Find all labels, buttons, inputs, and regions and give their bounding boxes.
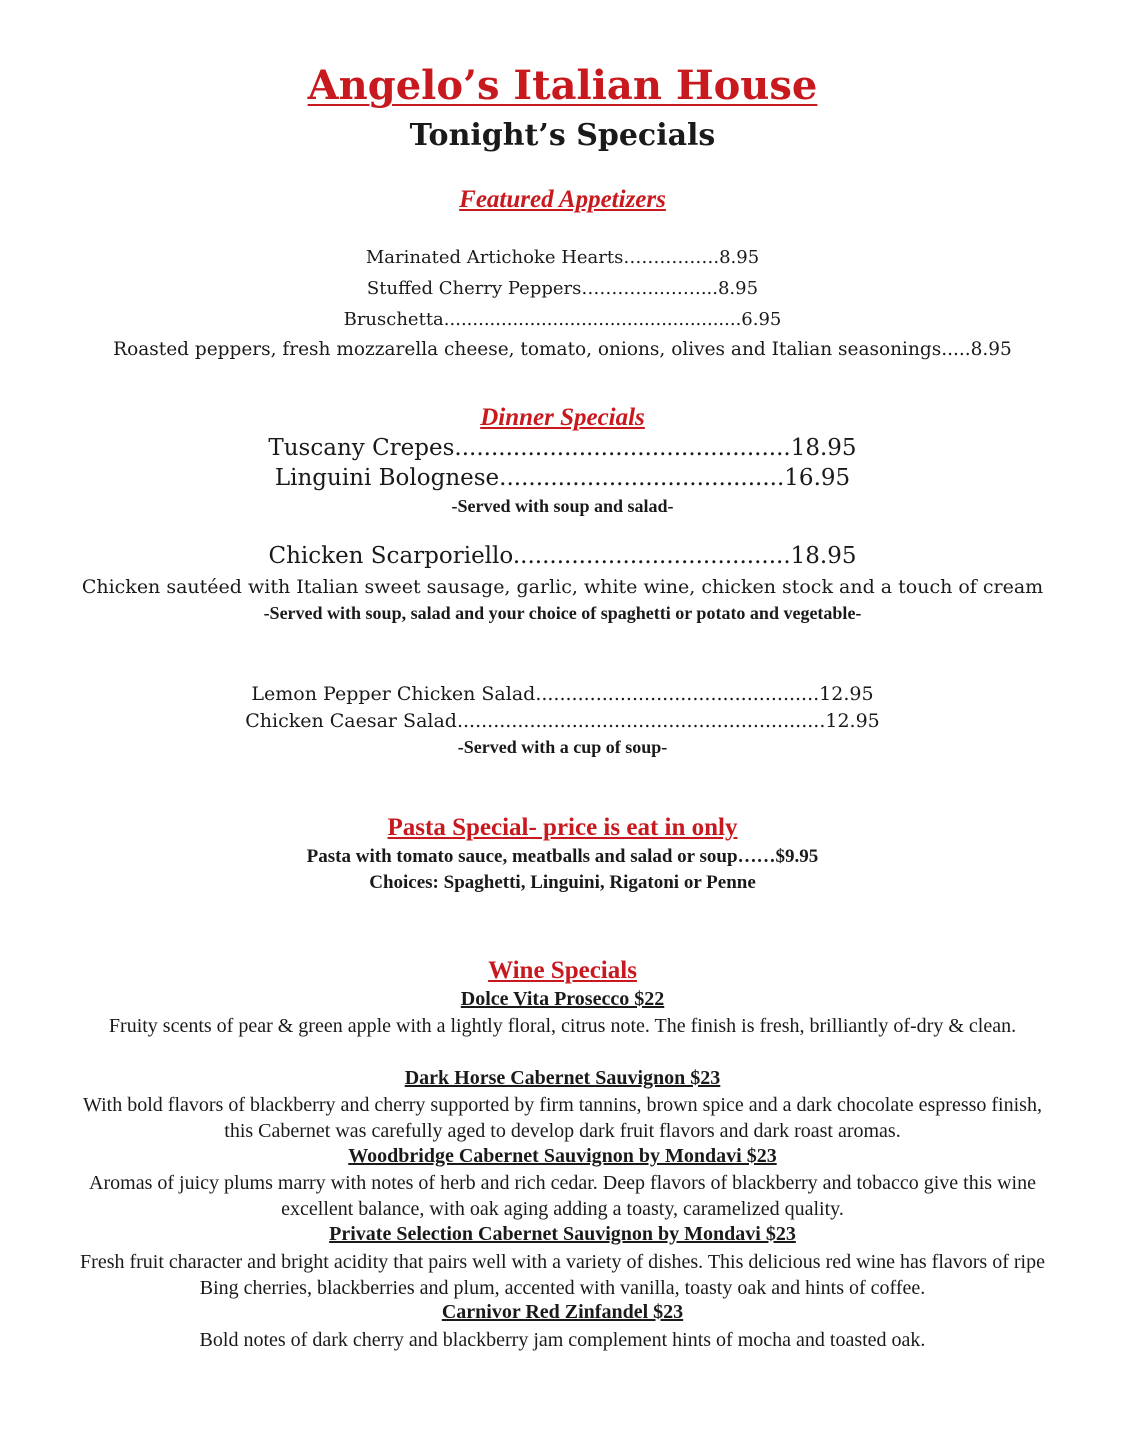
wine-name: Private Selection Cabernet Sauvignon by Mondavi $23 bbox=[329, 1223, 796, 1245]
page-subtitle: Tonight’s Specials bbox=[409, 118, 716, 153]
pasta-heading-note: - price is eat in only bbox=[528, 814, 738, 841]
wine-name: Carnivor Red Zinfandel $23 bbox=[441, 1301, 684, 1323]
appetizer-item: Roasted peppers, fresh mozzarella cheese, tomato, onions, olives and Italian seasonings.....8.95 bbox=[113, 339, 1012, 360]
salad-item: Chicken Caesar Salad.............................................................12.95 bbox=[245, 710, 880, 732]
pasta-heading bbox=[0, 814, 1125, 842]
dinner-heading: Dinner Specials bbox=[480, 404, 645, 431]
wine-description: Fruity scents of pear & green apple with a lightly floral, citrus note. The finish is fresh, brilliantly of-dry & clean. bbox=[108, 1015, 1017, 1037]
pasta-heading-main: Pasta Special bbox=[387, 814, 529, 841]
wine-name: Dark Horse Cabernet Sauvignon $23 bbox=[404, 1067, 721, 1089]
wine-description: Aromas of juicy plums marry with notes of herb and rich cedar. Deep flavors of blackberry and tobacco give this wine excellent balance, with oak aging adding a toasty, caramelized quality. bbox=[89, 1172, 1036, 1220]
wine-description: Fresh fruit character and bright acidity that pairs well with a variety of dishes. This delicious red wine has flavors of ripe Bing cherries, blackberries and plum, accented with vanilla, toasty oak and hints of coffee. bbox=[80, 1251, 1045, 1299]
wine-heading: Wine Specials bbox=[488, 957, 637, 984]
dinner-item: Tuscany Crepes..............................................18.95 bbox=[268, 435, 857, 461]
wine-name: Dolce Vita Prosecco $22 bbox=[460, 988, 665, 1010]
chicken-special-title: Chicken Scarporiello......................................18.95 bbox=[268, 543, 857, 569]
dinner-note: -Served with soup and salad- bbox=[451, 496, 674, 516]
salad-item: Lemon Pepper Chicken Salad...............................................12.95 bbox=[251, 683, 874, 705]
wine-description: Bold notes of dark cherry and blackberry jam complement hints of mocha and toasted oak. bbox=[199, 1329, 926, 1351]
wine-description: With bold flavors of blackberry and cherry supported by firm tannins, brown spice and a dark chocolate espresso finish, this Cabernet was carefully aged to develop dark fruit flavors and dark roast aromas. bbox=[83, 1094, 1042, 1142]
salads-note: -Served with a cup of soup- bbox=[457, 737, 668, 757]
appetizer-item: Stuffed Cherry Peppers…………..……...8.95 bbox=[366, 278, 759, 299]
chicken-special-description: Chicken sautéed with Italian sweet sausage, garlic, white wine, chicken stock and a touch of cream bbox=[81, 576, 1044, 598]
dinner-item: Linguini Bolognese.......................................16.95 bbox=[274, 465, 851, 491]
wine-name: Woodbridge Cabernet Sauvignon by Mondavi $23 bbox=[348, 1145, 777, 1167]
appetizer-item: Bruschetta....................................................6.95 bbox=[343, 309, 782, 330]
pasta-choices: Choices: Spaghetti, Linguini, Rigatoni or Penne bbox=[369, 872, 756, 893]
appetizer-item: Marinated Artichoke Hearts…………….8.95 bbox=[365, 247, 760, 268]
pasta-line: Pasta with tomato sauce, meatballs and salad or soup……$9.95 bbox=[306, 846, 819, 867]
restaurant-title: Angelo’s Italian House bbox=[307, 62, 818, 109]
chicken-special-note: -Served with soup, salad and your choice of spaghetti or potato and vegetable- bbox=[263, 603, 862, 623]
appetizers-heading: Featured Appetizers bbox=[459, 186, 666, 213]
